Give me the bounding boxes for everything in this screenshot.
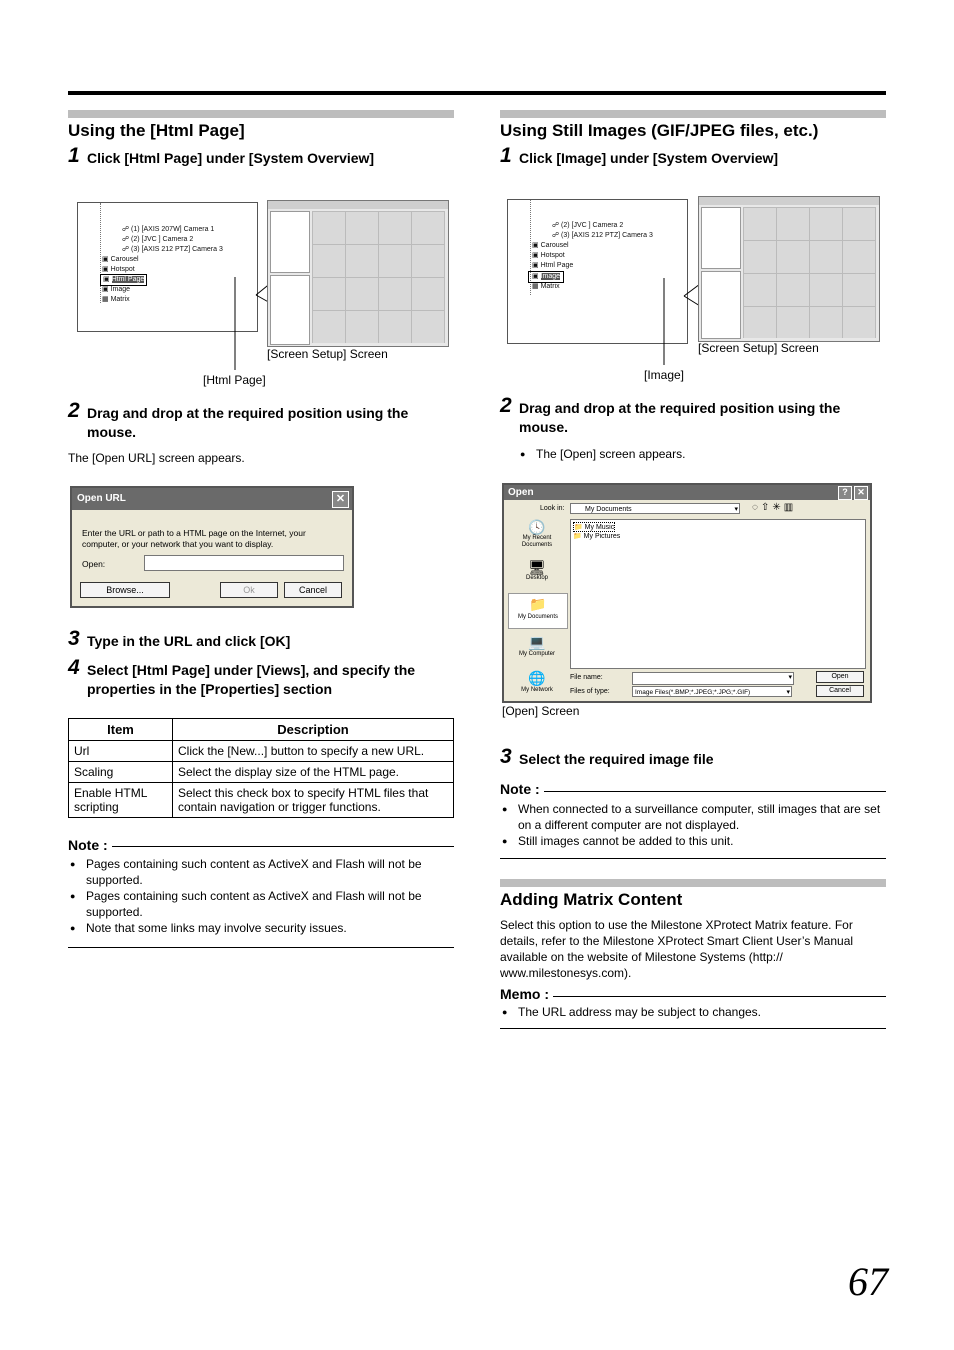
url-input[interactable] (144, 555, 344, 571)
step-text: Select the required image file (519, 751, 714, 767)
thumbnail-view-grid (312, 211, 445, 343)
chevron-down-icon: ▾ (734, 506, 738, 513)
step-1 (68, 144, 454, 169)
step-description: The [Open URL] screen appears. (68, 451, 245, 465)
tree-item-camera-3[interactable]: ☍ (3) [AXIS 212 PTZ] Camera 3 (122, 246, 223, 253)
tree-item-camera-1[interactable]: ☍ (1) [AXIS 207W] Camera 1 (122, 226, 215, 233)
note-label: Note : (500, 781, 544, 797)
tree-item-matrix[interactable]: ▦ Matrix (532, 283, 560, 290)
cancel-button[interactable]: Cancel (816, 685, 864, 697)
table-cell: Select the display size of the HTML page. (173, 762, 454, 783)
memo-list (500, 1004, 886, 1020)
table-header: Description (173, 719, 454, 741)
file-type-label: Files of type: (570, 688, 610, 695)
desktop-icon: 🖥 (528, 559, 546, 575)
thumbnail-properties-panel (270, 275, 310, 345)
step-bullet: ● The [Open] screen appears. (518, 446, 896, 462)
thumbnail-properties-panel (701, 271, 741, 339)
open-label: Open: (82, 559, 106, 569)
step-text: Drag and drop at the required position using the mouse. (519, 400, 841, 435)
top-rule (68, 91, 886, 95)
open-button[interactable]: Open (816, 671, 864, 683)
memo-end-rule (500, 1028, 886, 1029)
chevron-down-icon: ▾ (788, 674, 792, 681)
table-row (69, 783, 454, 818)
file-type-select[interactable]: Image Files(*.BMP;*.JPEG;*.JPG;*.GIF) ▾ (632, 686, 792, 697)
tree-item-html-page[interactable]: ▣ Html Page (532, 262, 574, 269)
step-2 (68, 399, 454, 444)
section-title-html-page: Using the [Html Page] (68, 121, 245, 140)
section-bar (68, 110, 454, 118)
table-cell: Click the [New...] button to specify a new URL. (173, 741, 454, 762)
table-cell: Enable HTML scripting (69, 783, 173, 818)
places-bar (508, 519, 566, 699)
step-text: Select [Html Page] under [Views], and specify the properties in the [Properties] section (87, 662, 416, 697)
place-my-computer[interactable]: 💻 My Computer (508, 633, 566, 658)
table-row (69, 741, 454, 762)
look-in-label: Look in: (540, 505, 565, 512)
place-my-documents[interactable]: 📁 My Documents (508, 593, 568, 629)
cancel-button[interactable]: Cancel (284, 582, 342, 598)
screen-caption: [Screen Setup] Screen (267, 347, 388, 361)
close-icon[interactable]: ✕ (854, 486, 868, 500)
callout-label: [Html Page] (203, 373, 266, 387)
step-3 (500, 745, 886, 770)
open-dialog-caption: [Open] Screen (502, 704, 580, 718)
file-name-input[interactable] (632, 672, 794, 685)
dialog-title: Open (508, 487, 534, 498)
dialog-titlebar (72, 488, 352, 510)
callout-label: [Image] (644, 368, 685, 382)
tree-item-carousel[interactable]: ▣ Carousel (102, 256, 139, 263)
note-item: ● Pages containing such content as ActiveX and Flash will not be supported. (68, 888, 454, 920)
place-my-network[interactable]: 🌐 My Network (508, 669, 566, 694)
place-recent[interactable]: 🕓 My Recent Documents (508, 519, 566, 549)
browse-button[interactable]: Browse... (80, 582, 170, 598)
dialog-titlebar (504, 485, 870, 500)
note-end-rule (68, 947, 454, 948)
look-in-select[interactable]: My Documents ▾ (570, 503, 740, 514)
note-item: ● Pages containing such content as ActiveX and Flash will not be supported. (68, 856, 454, 888)
page-number: 67 (848, 1259, 888, 1304)
step-1 (500, 144, 886, 169)
ok-button[interactable]: Ok (220, 582, 278, 598)
table-cell: Select this check box to specify HTML files that contain navigation or trigger functions. (173, 783, 454, 818)
note-label: Note : (68, 837, 112, 853)
dialog-message: Enter the URL or path to a HTML page on the Internet, your computer, or your network that you want to display. (82, 528, 306, 549)
section-title-matrix: Adding Matrix Content (500, 890, 683, 909)
step-2 (500, 394, 886, 439)
memo-item: ● The URL address may be subject to changes. (500, 1004, 886, 1020)
step-number: 1 (500, 144, 512, 167)
tree-item-image[interactable]: ▣ Image (528, 271, 564, 283)
step-text: Drag and drop at the required position using the mouse. (87, 405, 409, 440)
tree-item-camera-2[interactable]: ☍ (2) [JVC ] Camera 2 (552, 222, 624, 229)
note-end-rule (500, 858, 886, 859)
step-text: Click [Html Page] under [System Overview] (87, 150, 375, 166)
place-desktop[interactable]: 🖥 Desktop (508, 559, 566, 582)
section-bar (500, 879, 886, 887)
tree-item-matrix[interactable]: ▦ Matrix (102, 296, 130, 303)
tree-item-hotspot[interactable]: ▣ Hotspot (532, 252, 565, 259)
memo-label: Memo : (500, 986, 553, 1002)
toolbar-icons[interactable]: ◌⇧✳▥ (752, 502, 797, 513)
tree-item-camera-3[interactable]: ☍ (3) [AXIS 212 PTZ] Camera 3 (552, 232, 653, 239)
matrix-description: Select this option to use the Milestone XProtect Matrix feature. For details, refer to the Milestone XProtect Smart Client User’s Manual available on the website of Milestone Systems (http:// www.milestonesys.com). (500, 918, 854, 980)
step-number: 4 (68, 656, 80, 679)
file-item-my-pictures[interactable]: 📁 My Pictures (573, 533, 621, 540)
screen-setup-thumbnail (267, 200, 449, 347)
help-icon[interactable]: ? (838, 486, 852, 500)
file-list[interactable] (570, 519, 866, 669)
chevron-down-icon: ▾ (786, 689, 790, 696)
table-row (69, 762, 454, 783)
screen-setup-thumbnail (698, 196, 880, 342)
step-4 (68, 656, 454, 701)
step-number: 2 (500, 394, 512, 417)
properties-table (68, 718, 454, 818)
note-rule (500, 791, 886, 792)
network-icon: 🌐 (528, 670, 546, 686)
thumbnail-tree-panel (701, 207, 741, 269)
step-number: 2 (68, 399, 80, 422)
step-number: 3 (68, 627, 80, 650)
step-text: Click [Image] under [System Overview] (519, 150, 779, 166)
recent-icon: 🕓 (528, 519, 546, 535)
thumbnail-toolbar (699, 197, 879, 205)
tree-item-hotspot[interactable]: ▣ Hotspot (102, 266, 135, 273)
tree-item-camera-2[interactable]: ☍ (2) [JVC ] Camera 2 (122, 236, 194, 243)
file-item-my-music[interactable]: 📁 My Music (574, 524, 615, 531)
tree-item-image[interactable]: ▣ Image (102, 286, 131, 293)
note-item: ● When connected to a surveillance computer, still images that are set on a different computer are not displayed. (500, 801, 886, 833)
note-rule (68, 846, 454, 847)
note-list (500, 801, 886, 849)
table-cell: Url (69, 741, 173, 762)
tree-item-html-page[interactable]: ▣ Html Page (100, 274, 147, 286)
step-text: Type in the URL and click [OK] (87, 633, 291, 649)
table-cell: Scaling (69, 762, 173, 783)
dialog-title: Open URL (77, 493, 126, 504)
close-icon[interactable]: ✕ (332, 491, 349, 508)
open-file-dialog (502, 483, 872, 703)
open-url-dialog (70, 486, 354, 608)
file-name-label: File name: (570, 674, 603, 681)
thumbnail-toolbar (268, 201, 448, 209)
thumbnail-tree-panel (270, 211, 310, 273)
tree-item-carousel[interactable]: ▣ Carousel (532, 242, 569, 249)
memo-rule (500, 996, 886, 997)
section-bar (500, 110, 886, 118)
computer-icon: 💻 (528, 634, 546, 650)
screen-caption: [Screen Setup] Screen (698, 341, 819, 355)
thumbnail-view-grid (743, 207, 876, 338)
note-item: ● Note that some links may involve security issues. (68, 920, 454, 936)
table-header-row (69, 719, 454, 741)
folder-icon: 📁 (529, 596, 547, 612)
step-number: 3 (500, 745, 512, 768)
step-3 (68, 627, 454, 652)
table-header: Item (69, 719, 173, 741)
note-list (68, 856, 454, 936)
note-item: ● Still images cannot be added to this unit. (500, 833, 886, 849)
section-title-still-images: Using Still Images (GIF/JPEG files, etc.) (500, 121, 819, 140)
step-number: 1 (68, 144, 80, 167)
